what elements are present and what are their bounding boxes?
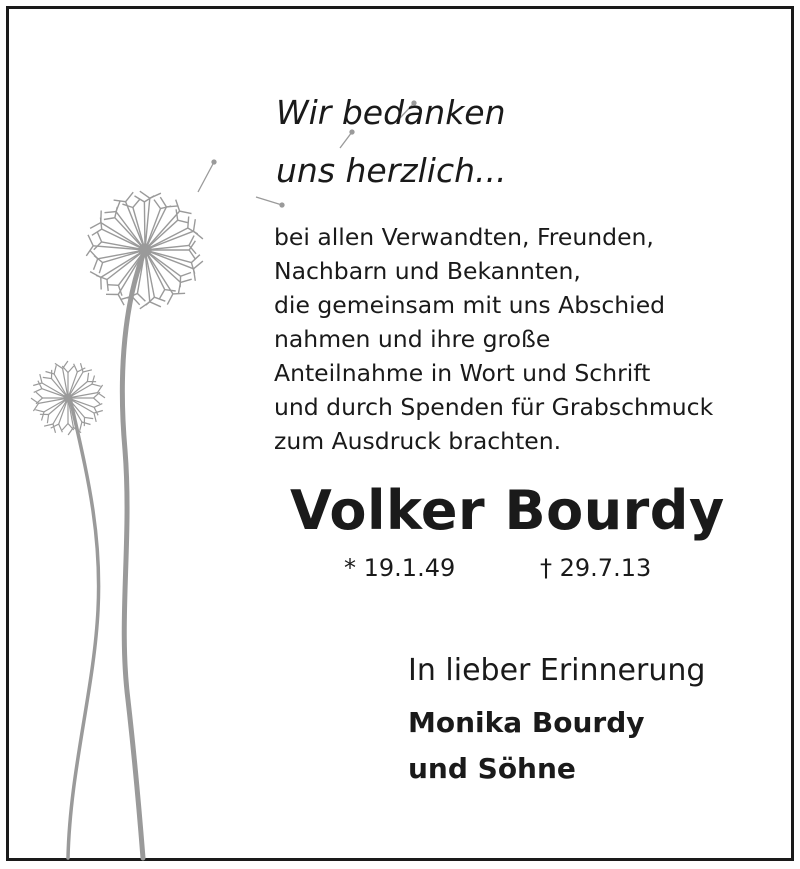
body-line: die gemeinsam mit uns Abschied bbox=[274, 291, 666, 319]
family-line: und Söhne bbox=[408, 752, 576, 785]
memorial-phrase: In lieber Erinnerung bbox=[408, 653, 706, 688]
acknowledgement-text bbox=[274, 220, 713, 458]
body-line: Anteilnahme in Wort und Schrift bbox=[274, 359, 651, 387]
birth-date: * 19.1.49 bbox=[344, 554, 456, 582]
body-line: zum Ausdruck brachten. bbox=[274, 427, 562, 455]
thank-you-heading bbox=[276, 84, 506, 200]
heading-line: uns herzlich... bbox=[276, 151, 507, 190]
family-signature bbox=[408, 700, 645, 792]
deceased-name: Volker Bourdy bbox=[290, 479, 725, 542]
death-date: † 29.7.13 bbox=[540, 554, 652, 582]
body-line: bei allen Verwandten, Freunden, bbox=[274, 223, 654, 251]
body-line: nahmen und ihre große bbox=[274, 325, 551, 353]
heading-line: Wir bedanken bbox=[276, 93, 506, 132]
body-line: und durch Spenden für Grabschmuck bbox=[274, 393, 714, 421]
family-line: Monika Bourdy bbox=[408, 706, 645, 739]
body-line: Nachbarn und Bekannten, bbox=[274, 257, 581, 285]
